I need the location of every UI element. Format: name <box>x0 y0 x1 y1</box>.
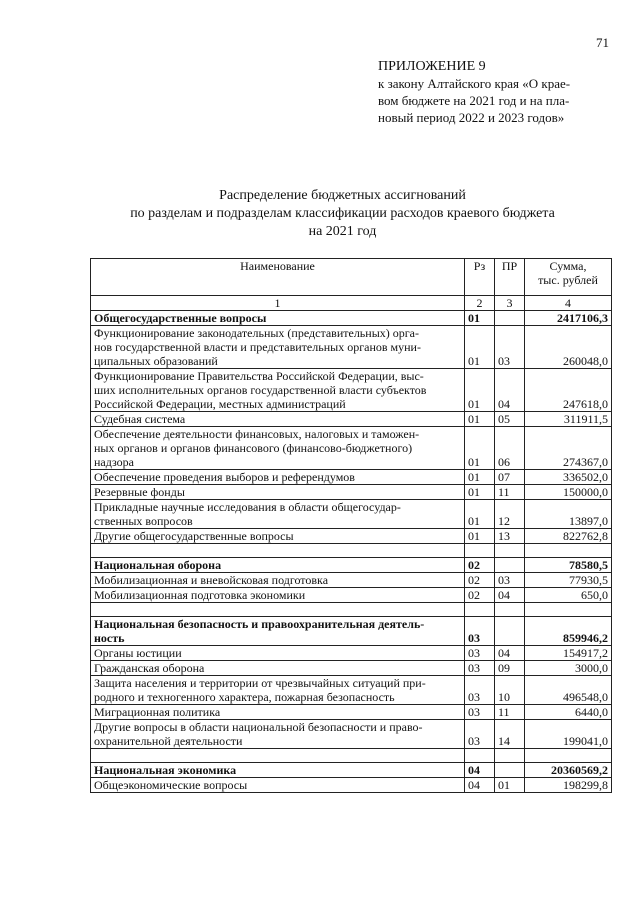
empty-cell <box>525 749 612 763</box>
row-name-line: Гражданская оборона <box>94 661 205 675</box>
row-pr: 06 <box>495 427 525 470</box>
row-name-line: надзора <box>94 455 134 469</box>
row-sum: 77930,5 <box>525 573 612 588</box>
row-name <box>91 326 465 369</box>
row-name-line: нов государственной власти и представительных органов муни- <box>94 340 421 354</box>
row-name-line: Мобилизационная подготовка экономики <box>94 588 306 602</box>
table-row <box>91 676 612 705</box>
row-name <box>91 588 465 603</box>
row-rz: 01 <box>465 485 495 500</box>
row-pr <box>495 617 525 646</box>
row-rz: 02 <box>465 588 495 603</box>
row-sum: 6440,0 <box>525 705 612 720</box>
header-pr: ПР <box>495 259 525 296</box>
empty-cell <box>91 749 465 763</box>
header-rz: Рз <box>465 259 495 296</box>
row-sum: 336502,0 <box>525 470 612 485</box>
row-name-line: родного и техногенного характера, пожарная безопасность <box>94 690 395 704</box>
row-name-line: Органы юстиции <box>94 646 182 660</box>
row-sum: 150000,0 <box>525 485 612 500</box>
row-rz: 01 <box>465 529 495 544</box>
row-rz: 03 <box>465 720 495 749</box>
row-pr <box>495 558 525 573</box>
section-row <box>91 763 612 778</box>
table-row <box>91 661 612 676</box>
row-rz: 02 <box>465 558 495 573</box>
row-name-line: охранительной деятельности <box>94 734 243 748</box>
column-number: 2 <box>465 296 495 311</box>
row-name <box>91 558 465 573</box>
row-name-line: Другие вопросы в области национальной безопасности и право- <box>94 720 423 734</box>
table-row <box>91 705 612 720</box>
row-name <box>91 529 465 544</box>
row-name <box>91 763 465 778</box>
table-row <box>91 500 612 529</box>
column-number-row <box>91 296 612 311</box>
row-sum: 199041,0 <box>525 720 612 749</box>
row-name-line: ших исполнительных органов государственной власти субъектов <box>94 383 427 397</box>
row-sum: 13897,0 <box>525 500 612 529</box>
row-name <box>91 485 465 500</box>
row-rz: 01 <box>465 470 495 485</box>
row-pr <box>495 763 525 778</box>
title-line: на 2021 год <box>308 224 377 239</box>
empty-cell <box>465 749 495 763</box>
row-pr: 03 <box>495 326 525 369</box>
column-number: 1 <box>91 296 465 311</box>
table-row <box>91 427 612 470</box>
row-name <box>91 500 465 529</box>
empty-cell <box>465 603 495 617</box>
empty-cell <box>495 749 525 763</box>
row-rz: 01 <box>465 311 495 326</box>
empty-cell <box>495 544 525 558</box>
row-pr: 11 <box>495 485 525 500</box>
row-sum: 198299,8 <box>525 778 612 793</box>
row-pr: 03 <box>495 573 525 588</box>
document-title <box>60 187 625 241</box>
row-rz: 04 <box>465 778 495 793</box>
row-pr: 09 <box>495 661 525 676</box>
spacer-row <box>91 603 612 617</box>
row-name <box>91 311 465 326</box>
row-name-line: Другие общегосударственные вопросы <box>94 529 294 543</box>
row-sum: 650,0 <box>525 588 612 603</box>
row-rz: 04 <box>465 763 495 778</box>
table-row <box>91 529 612 544</box>
row-pr: 14 <box>495 720 525 749</box>
empty-cell <box>91 603 465 617</box>
row-rz: 03 <box>465 705 495 720</box>
row-name-line: Национальная оборона <box>94 558 222 572</box>
table-row <box>91 412 612 427</box>
row-name <box>91 412 465 427</box>
table-row <box>91 573 612 588</box>
title-line: по разделам и подразделам классификации расходов краевого бюджета <box>130 206 555 221</box>
header-sum <box>525 259 612 296</box>
row-rz: 01 <box>465 427 495 470</box>
row-name <box>91 720 465 749</box>
row-name <box>91 573 465 588</box>
table-row <box>91 646 612 661</box>
row-rz: 03 <box>465 646 495 661</box>
row-name-line: Национальная безопасность и правоохранительная деятель- <box>94 617 425 631</box>
appendix-line: новый период 2022 и 2023 годов» <box>378 110 565 125</box>
table-row <box>91 588 612 603</box>
row-pr: 04 <box>495 369 525 412</box>
row-pr: 11 <box>495 705 525 720</box>
row-pr: 01 <box>495 778 525 793</box>
title-line: Распределение бюджетных ассигнований <box>219 188 466 203</box>
row-sum: 260048,0 <box>525 326 612 369</box>
row-name <box>91 661 465 676</box>
row-name <box>91 705 465 720</box>
row-sum: 274367,0 <box>525 427 612 470</box>
table-row <box>91 485 612 500</box>
row-name <box>91 778 465 793</box>
table-body <box>91 311 612 793</box>
row-name-line: ственных вопросов <box>94 514 193 528</box>
appendix-line: вом бюджете на 2021 год и на пла- <box>378 93 570 108</box>
row-pr: 04 <box>495 588 525 603</box>
row-sum: 154917,2 <box>525 646 612 661</box>
row-name-line: Национальная экономика <box>94 763 237 777</box>
row-name-line: ность <box>94 631 125 645</box>
row-sum: 496548,0 <box>525 676 612 705</box>
budget-table <box>90 258 612 793</box>
table-row <box>91 720 612 749</box>
row-name-line: Функционирование Правительства Российской Федерации, выс- <box>94 369 424 383</box>
appendix-title: ПРИЛОЖЕНИЕ 9 <box>378 59 486 74</box>
row-name <box>91 676 465 705</box>
spacer-row <box>91 749 612 763</box>
row-name-line: ципальных образований <box>94 354 218 368</box>
row-name <box>91 369 465 412</box>
row-rz: 01 <box>465 412 495 427</box>
row-name <box>91 646 465 661</box>
header-sum-line: Сумма, <box>549 259 587 273</box>
page-number: 71 <box>596 35 609 50</box>
row-name-line: ных органов и органов финансового (финансово-бюджетного) <box>94 441 413 455</box>
column-number: 4 <box>525 296 612 311</box>
column-number: 3 <box>495 296 525 311</box>
spacer-row <box>91 544 612 558</box>
row-pr: 04 <box>495 646 525 661</box>
header-sum-line: тыс. рублей <box>538 273 598 287</box>
row-pr: 12 <box>495 500 525 529</box>
header-name: Наименование <box>91 259 465 296</box>
appendix-line: к закону Алтайского края «О крае- <box>378 76 571 91</box>
row-rz: 03 <box>465 617 495 646</box>
row-name-line: Судебная система <box>94 412 186 426</box>
row-rz: 03 <box>465 661 495 676</box>
row-name-line: Российской Федерации, местных администраций <box>94 397 346 411</box>
row-name-line: Функционирование законодательных (представительных) орга- <box>94 326 420 340</box>
row-name <box>91 617 465 646</box>
row-name <box>91 470 465 485</box>
section-row <box>91 617 612 646</box>
row-rz: 03 <box>465 676 495 705</box>
row-name-line: Миграционная политика <box>94 705 221 719</box>
row-name-line: Резервные фонды <box>94 485 185 499</box>
section-row <box>91 558 612 573</box>
row-rz: 01 <box>465 369 495 412</box>
row-rz: 01 <box>465 500 495 529</box>
row-name-line: Обеспечение проведения выборов и референдумов <box>94 470 355 484</box>
empty-cell <box>525 603 612 617</box>
row-pr: 07 <box>495 470 525 485</box>
row-rz: 01 <box>465 326 495 369</box>
row-name-line: Общегосударственные вопросы <box>94 311 267 325</box>
section-row <box>91 311 612 326</box>
row-name-line: Общеэкономические вопросы <box>94 778 248 792</box>
row-pr: 13 <box>495 529 525 544</box>
row-pr: 05 <box>495 412 525 427</box>
empty-cell <box>495 603 525 617</box>
empty-cell <box>525 544 612 558</box>
row-name-line: Прикладные научные исследования в области общегосудар- <box>94 500 401 514</box>
appendix-block <box>378 58 613 126</box>
table-row <box>91 778 612 793</box>
table-row <box>91 470 612 485</box>
row-sum: 2417106,3 <box>525 311 612 326</box>
table-header-row <box>91 259 612 296</box>
table-row <box>91 369 612 412</box>
row-name-line: Защита населения и территории от чрезвычайных ситуаций при- <box>94 676 426 690</box>
row-name-line: Мобилизационная и вневойсковая подготовка <box>94 573 329 587</box>
row-name <box>91 427 465 470</box>
row-sum: 822762,8 <box>525 529 612 544</box>
row-sum: 3000,0 <box>525 661 612 676</box>
row-sum: 78580,5 <box>525 558 612 573</box>
table-row <box>91 326 612 369</box>
row-sum: 311911,5 <box>525 412 612 427</box>
empty-cell <box>465 544 495 558</box>
row-name-line: Обеспечение деятельности финансовых, налоговых и таможен- <box>94 427 420 441</box>
row-sum: 247618,0 <box>525 369 612 412</box>
row-rz: 02 <box>465 573 495 588</box>
row-pr <box>495 311 525 326</box>
empty-cell <box>91 544 465 558</box>
row-sum: 20360569,2 <box>525 763 612 778</box>
row-sum: 859946,2 <box>525 617 612 646</box>
row-pr: 10 <box>495 676 525 705</box>
